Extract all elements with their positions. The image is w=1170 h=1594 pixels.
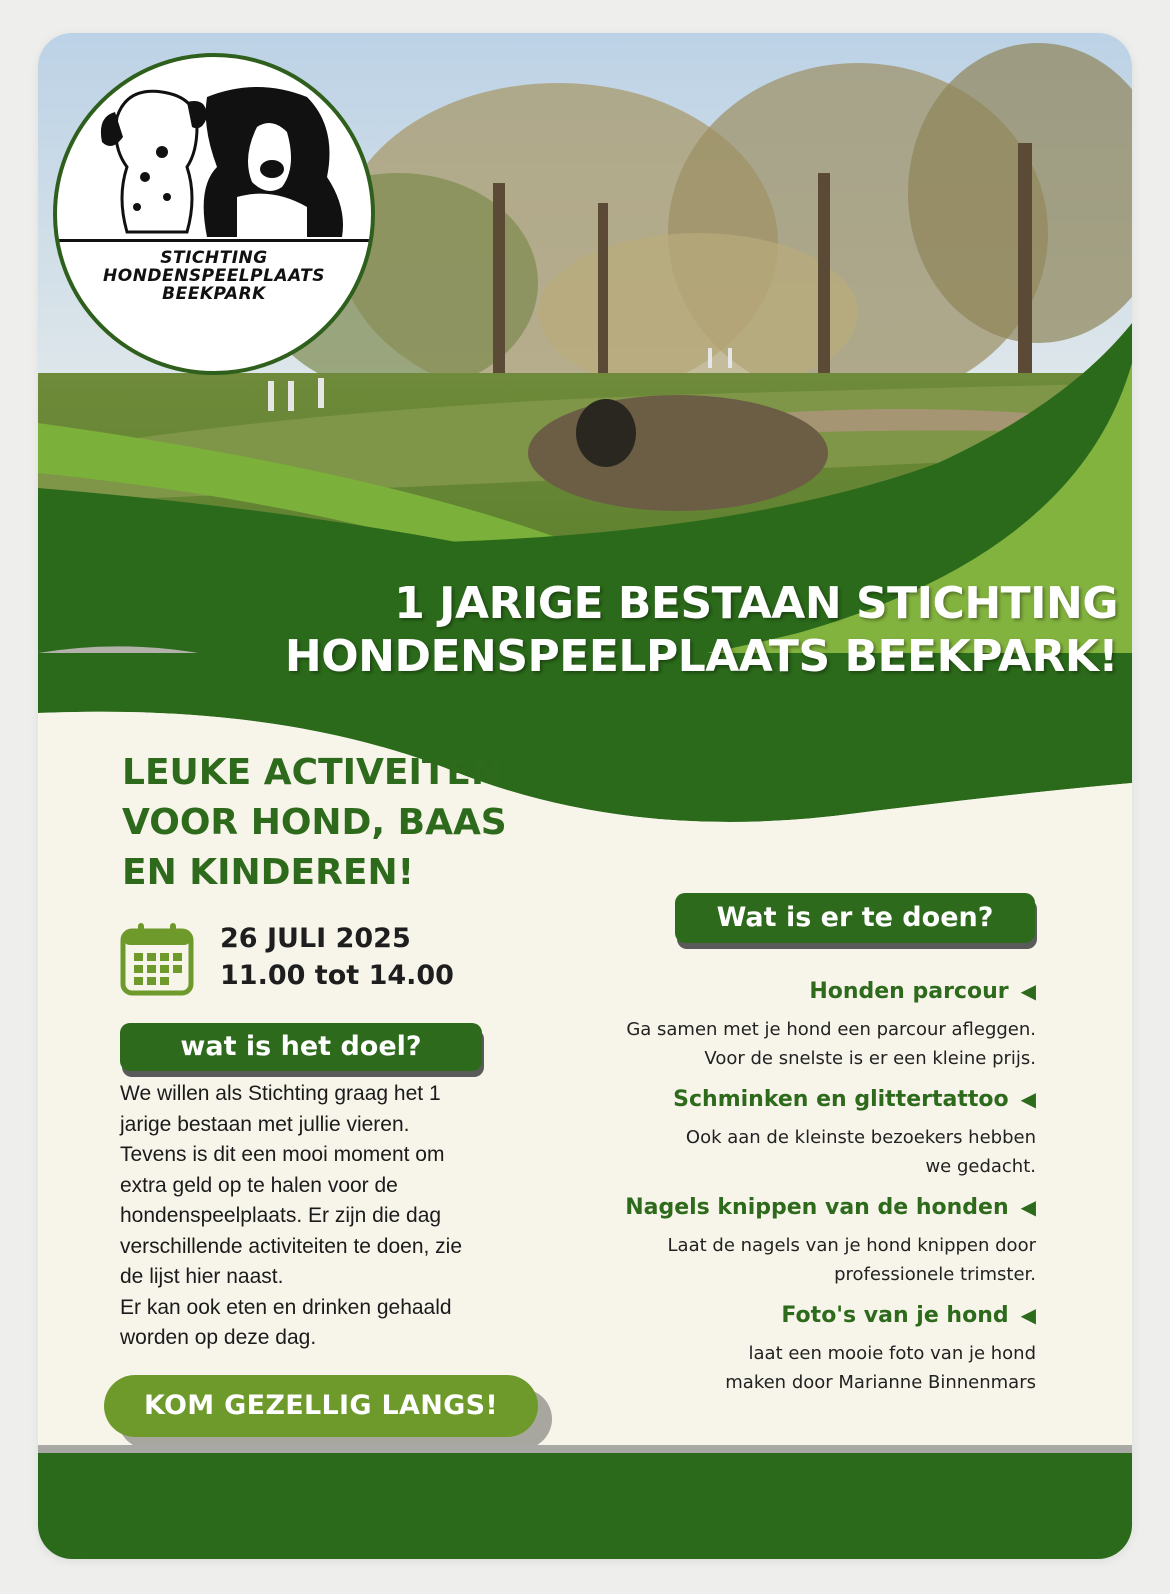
activity-description-line: Ook aan de kleinste bezoekers hebben bbox=[685, 1127, 1036, 1148]
activity-description-line: we gedacht. bbox=[925, 1156, 1036, 1177]
activity-description bbox=[566, 1015, 1036, 1073]
foundation-logo bbox=[53, 53, 375, 375]
activity-title-text: Schminken en glittertattoo bbox=[673, 1087, 1009, 1112]
headline-line-2: HONDENSPEELPLAATS BEEKPARK! bbox=[284, 631, 1118, 682]
event-time: 11.00 tot 14.00 bbox=[220, 960, 454, 991]
goal-text-line: jarige bestaan met jullie vieren. bbox=[120, 1112, 410, 1136]
activity-description-line: professionele trimster. bbox=[834, 1264, 1036, 1285]
subheadline-line: EN KINDEREN! bbox=[122, 852, 415, 893]
activity-description-line: Ga samen met je hond een parcour afleggen. bbox=[626, 1019, 1036, 1040]
calendar-icon bbox=[120, 921, 194, 997]
triangle-left-icon: ◀ bbox=[1020, 1195, 1036, 1219]
logo-text-line: STICHTING bbox=[160, 248, 268, 268]
activity-title bbox=[566, 1297, 1036, 1333]
activity-description bbox=[566, 1339, 1036, 1397]
activity-description-line: laat een mooie foto van je hond bbox=[748, 1343, 1036, 1364]
activity-title-text: Nagels knippen van de honden bbox=[625, 1195, 1009, 1220]
goal-heading: wat is het doel? bbox=[120, 1023, 482, 1071]
list-item bbox=[566, 1297, 1036, 1397]
bottom-divider bbox=[38, 1445, 1132, 1453]
triangle-left-icon: ◀ bbox=[1020, 979, 1036, 1003]
goal-text-line: hondenspeelplaats. Er zijn die dag bbox=[120, 1204, 442, 1227]
activity-title-text: Honden parcour bbox=[809, 979, 1009, 1004]
goal-text-line: worden op deze dag. bbox=[120, 1326, 317, 1349]
logo-text-line: HONDENSPEELPLAATS bbox=[103, 266, 325, 286]
cta-banner: KOM GEZELLIG LANGS! bbox=[104, 1375, 538, 1437]
activity-title bbox=[566, 1189, 1036, 1225]
goal-text-line: verschillende activiteiten te doen, zie bbox=[120, 1234, 463, 1258]
activity-description-line: Voor de snelste is er een kleine prijs. bbox=[704, 1048, 1036, 1069]
activities-subheadline bbox=[122, 748, 642, 898]
activity-description-line: maken door Marianne Binnenmars bbox=[725, 1372, 1036, 1393]
event-date: 26 JULI 2025 bbox=[220, 923, 411, 954]
goal-description bbox=[120, 1079, 540, 1354]
activities-heading: Wat is er te doen? bbox=[675, 893, 1035, 943]
triangle-left-icon: ◀ bbox=[1020, 1087, 1036, 1111]
logo-divider bbox=[57, 239, 371, 242]
list-item bbox=[566, 973, 1036, 1073]
list-item bbox=[566, 1081, 1036, 1181]
goal-text-line: Er kan ook eten en drinken gehaald bbox=[120, 1295, 452, 1319]
subheadline-line: VOOR HOND, BAAS bbox=[122, 802, 507, 843]
logo-text bbox=[57, 249, 371, 303]
activities-list bbox=[566, 973, 1036, 1405]
activity-description bbox=[566, 1123, 1036, 1181]
activity-title-text: Foto's van je hond bbox=[781, 1303, 1009, 1328]
main-headline bbox=[58, 577, 1118, 683]
goal-text-line: Tevens is dit een mooi moment om bbox=[120, 1143, 445, 1166]
subheadline-line: LEUKE ACTIVEITEN bbox=[122, 752, 502, 793]
activity-description-line: Laat de nagels van je hond knippen door bbox=[667, 1235, 1036, 1256]
goal-text-line: extra geld op te halen voor de bbox=[120, 1173, 398, 1197]
activity-description bbox=[566, 1231, 1036, 1289]
goal-text-line: We willen als Stichting graag het 1 bbox=[120, 1082, 441, 1105]
poster bbox=[38, 33, 1132, 1559]
headline-line-1: 1 JARIGE BESTAAN STICHTING bbox=[394, 578, 1118, 629]
logo-text-line: BEEKPARK bbox=[162, 284, 266, 304]
bottom-band bbox=[38, 1453, 1132, 1559]
list-item bbox=[566, 1189, 1036, 1289]
triangle-left-icon: ◀ bbox=[1020, 1303, 1036, 1327]
activity-title bbox=[566, 973, 1036, 1009]
activity-title bbox=[566, 1081, 1036, 1117]
goal-text-line: de lijst hier naast. bbox=[120, 1265, 284, 1288]
